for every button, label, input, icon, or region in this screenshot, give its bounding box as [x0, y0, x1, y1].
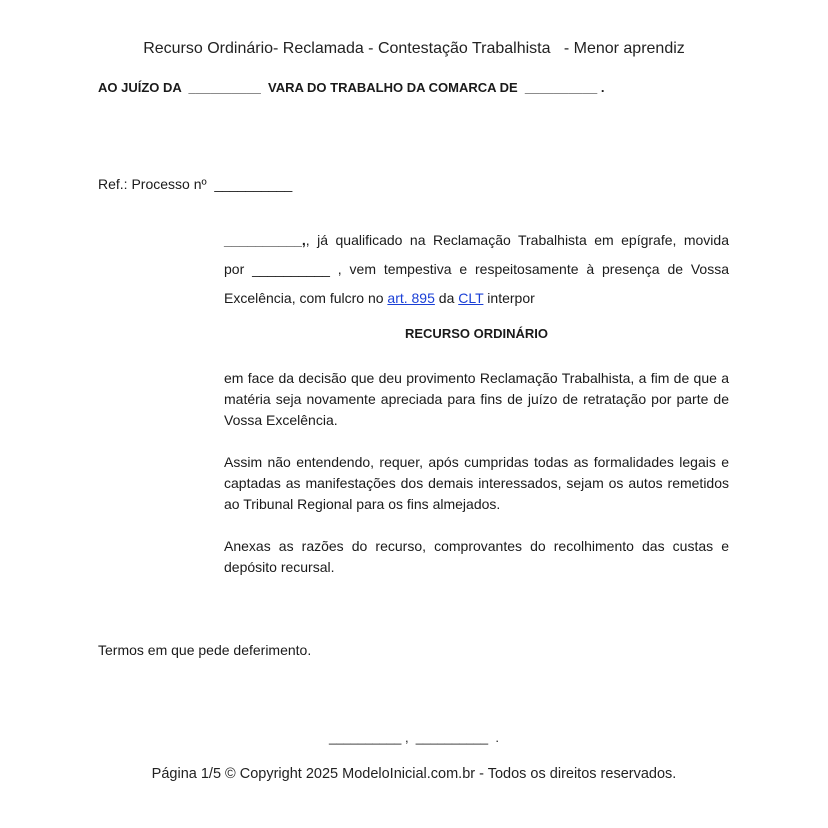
- place-date-line: __________ , __________ .: [329, 730, 499, 745]
- intro-line-3-start: Excelência, com fulcro no: [224, 290, 388, 306]
- party-name-blank: __________: [224, 232, 302, 248]
- intro-line-1-text: , já qualificado na Reclamação Trabalhista em epígrafe, movida: [305, 232, 729, 248]
- intro-line-1: __________,, já qualificado na Reclamação Trabalhista em epígrafe, movida: [224, 232, 729, 248]
- paragraph-attachments: Anexas as razões do recurso, comprovantes do recolhimento das custas e depósito recursal.: [224, 538, 729, 575]
- article-895-link[interactable]: art. 895: [387, 290, 435, 306]
- document-header-title: Recurso Ordinário- Reclamada - Contestação Trabalhista - Menor aprendiz: [143, 40, 685, 57]
- intro-line-3-end: interpor: [483, 290, 535, 306]
- addressee-line: AO JUÍZO DA __________ VARA DO TRABALHO DA COMARCA DE __________ .: [98, 80, 605, 95]
- intro-paragraph: [224, 226, 729, 313]
- intro-line-2: por __________ , vem tempestiva e respeitosamente à presença de Vossa: [224, 261, 729, 277]
- page-footer: Página 1/5 © Copyright 2025 ModeloInicial.com.br - Todos os direitos reservados.: [151, 766, 677, 782]
- process-reference: Ref.: Processo nº __________: [98, 176, 293, 192]
- paragraph-request: Assim não entendendo, requer, após cumpridas todas as formalidades legais e captadas as manifestações dos demais interessados, sejam os autos remetidos ao Tribunal Regional para os fins almejados.: [224, 454, 729, 512]
- closing-statement: Termos em que pede deferimento.: [98, 642, 312, 658]
- paragraph-decision: em face da decisão que deu provimento Reclamação Trabalhista, a fim de que a matéria seja novamente apreciada para fins de juízo de retratação por parte de Vossa Excelência.: [224, 370, 729, 428]
- section-title: RECURSO ORDINÁRIO: [404, 326, 548, 341]
- intro-line-3-mid: da: [434, 290, 459, 306]
- clt-link[interactable]: CLT: [458, 290, 484, 306]
- intro-line-3: [224, 284, 729, 313]
